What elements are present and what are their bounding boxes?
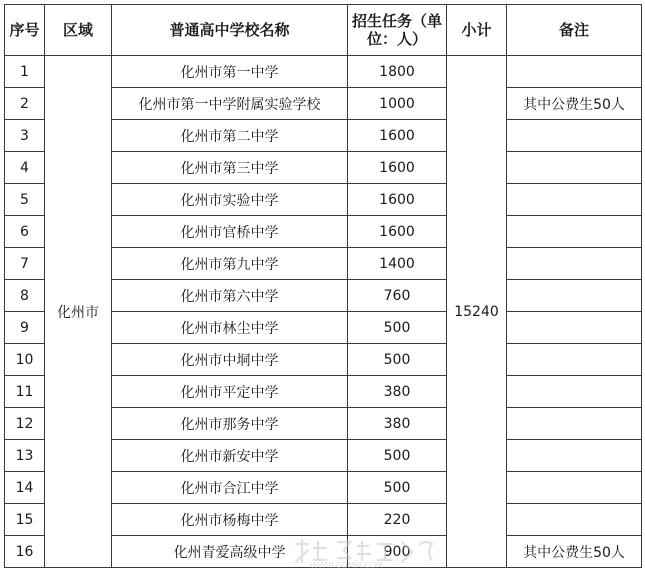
row-quota: 220: [348, 504, 447, 536]
row-school: 化州市林尘中学: [112, 312, 348, 344]
enrollment-table: [4, 4, 642, 568]
row-seq: 5: [5, 184, 45, 216]
row-seq: 9: [5, 312, 45, 344]
row-seq: 3: [5, 120, 45, 152]
row-note: [507, 408, 642, 440]
row-note: [507, 216, 642, 248]
row-school: 化州市那务中学: [112, 408, 348, 440]
row-quota: 500: [348, 472, 447, 504]
row-quota: 1600: [348, 120, 447, 152]
row-school: 化州市官桥中学: [112, 216, 348, 248]
header-notes: 备注: [507, 5, 642, 56]
row-quota: 760: [348, 280, 447, 312]
row-note: 其中公费生50人: [507, 88, 642, 120]
watermark-text: WWW.GDMM.COM: [310, 561, 383, 570]
row-note: [507, 280, 642, 312]
row-seq: 1: [5, 56, 45, 88]
row-seq: 12: [5, 408, 45, 440]
row-note: 其中公费生50人: [507, 536, 642, 568]
row-school: 化州市第六中学: [112, 280, 348, 312]
row-seq: 11: [5, 376, 45, 408]
row-seq: 8: [5, 280, 45, 312]
row-quota: 500: [348, 344, 447, 376]
row-seq: 4: [5, 152, 45, 184]
row-quota: 380: [348, 376, 447, 408]
row-note: [507, 152, 642, 184]
row-school: 化州市第二中学: [112, 120, 348, 152]
row-quota: 500: [348, 312, 447, 344]
row-quota: 900: [348, 536, 447, 568]
row-quota: 1400: [348, 248, 447, 280]
row-school: 化州市平定中学: [112, 376, 348, 408]
subtotal-cell: 15240: [447, 56, 507, 568]
row-quota: 1800: [348, 56, 447, 88]
row-seq: 14: [5, 472, 45, 504]
row-seq: 13: [5, 440, 45, 472]
row-note: [507, 440, 642, 472]
row-school: 化州市第九中学: [112, 248, 348, 280]
row-note: [507, 344, 642, 376]
header-school: 普通高中学校名称: [112, 5, 348, 56]
row-school: 化州市第一中学附属实验学校: [112, 88, 348, 120]
row-quota: 1600: [348, 216, 447, 248]
header-row: [5, 5, 642, 56]
row-seq: 2: [5, 88, 45, 120]
header-seq: 序号: [5, 5, 45, 56]
row-seq: 7: [5, 248, 45, 280]
table-header: [5, 5, 642, 56]
row-quota: 1000: [348, 88, 447, 120]
row-seq: 6: [5, 216, 45, 248]
row-school: 化州市第一中学: [112, 56, 348, 88]
row-quota: 380: [348, 408, 447, 440]
row-school: 化州市实验中学: [112, 184, 348, 216]
region-cell: 化州市: [45, 56, 112, 568]
row-quota: 1600: [348, 184, 447, 216]
table-body: [5, 56, 642, 568]
row-school: 化州市中垌中学: [112, 344, 348, 376]
row-school: 化州市合江中学: [112, 472, 348, 504]
header-region: 区域: [45, 5, 112, 56]
row-school: 化州市第三中学: [112, 152, 348, 184]
row-seq: 16: [5, 536, 45, 568]
row-note: [507, 504, 642, 536]
row-note: [507, 56, 642, 88]
row-school: 化州青爱高级中学: [112, 536, 348, 568]
row-school: 化州市杨梅中学: [112, 504, 348, 536]
row-school: 化州市新安中学: [112, 440, 348, 472]
header-subtotal: 小计: [447, 5, 507, 56]
table-row: [5, 56, 642, 88]
row-quota: 1600: [348, 152, 447, 184]
header-quota: 招生任务（单位：人）: [348, 5, 447, 56]
row-note: [507, 312, 642, 344]
row-quota: 500: [348, 440, 447, 472]
row-note: [507, 184, 642, 216]
row-seq: 15: [5, 504, 45, 536]
row-note: [507, 376, 642, 408]
row-note: [507, 248, 642, 280]
row-note: [507, 472, 642, 504]
row-note: [507, 120, 642, 152]
row-seq: 10: [5, 344, 45, 376]
